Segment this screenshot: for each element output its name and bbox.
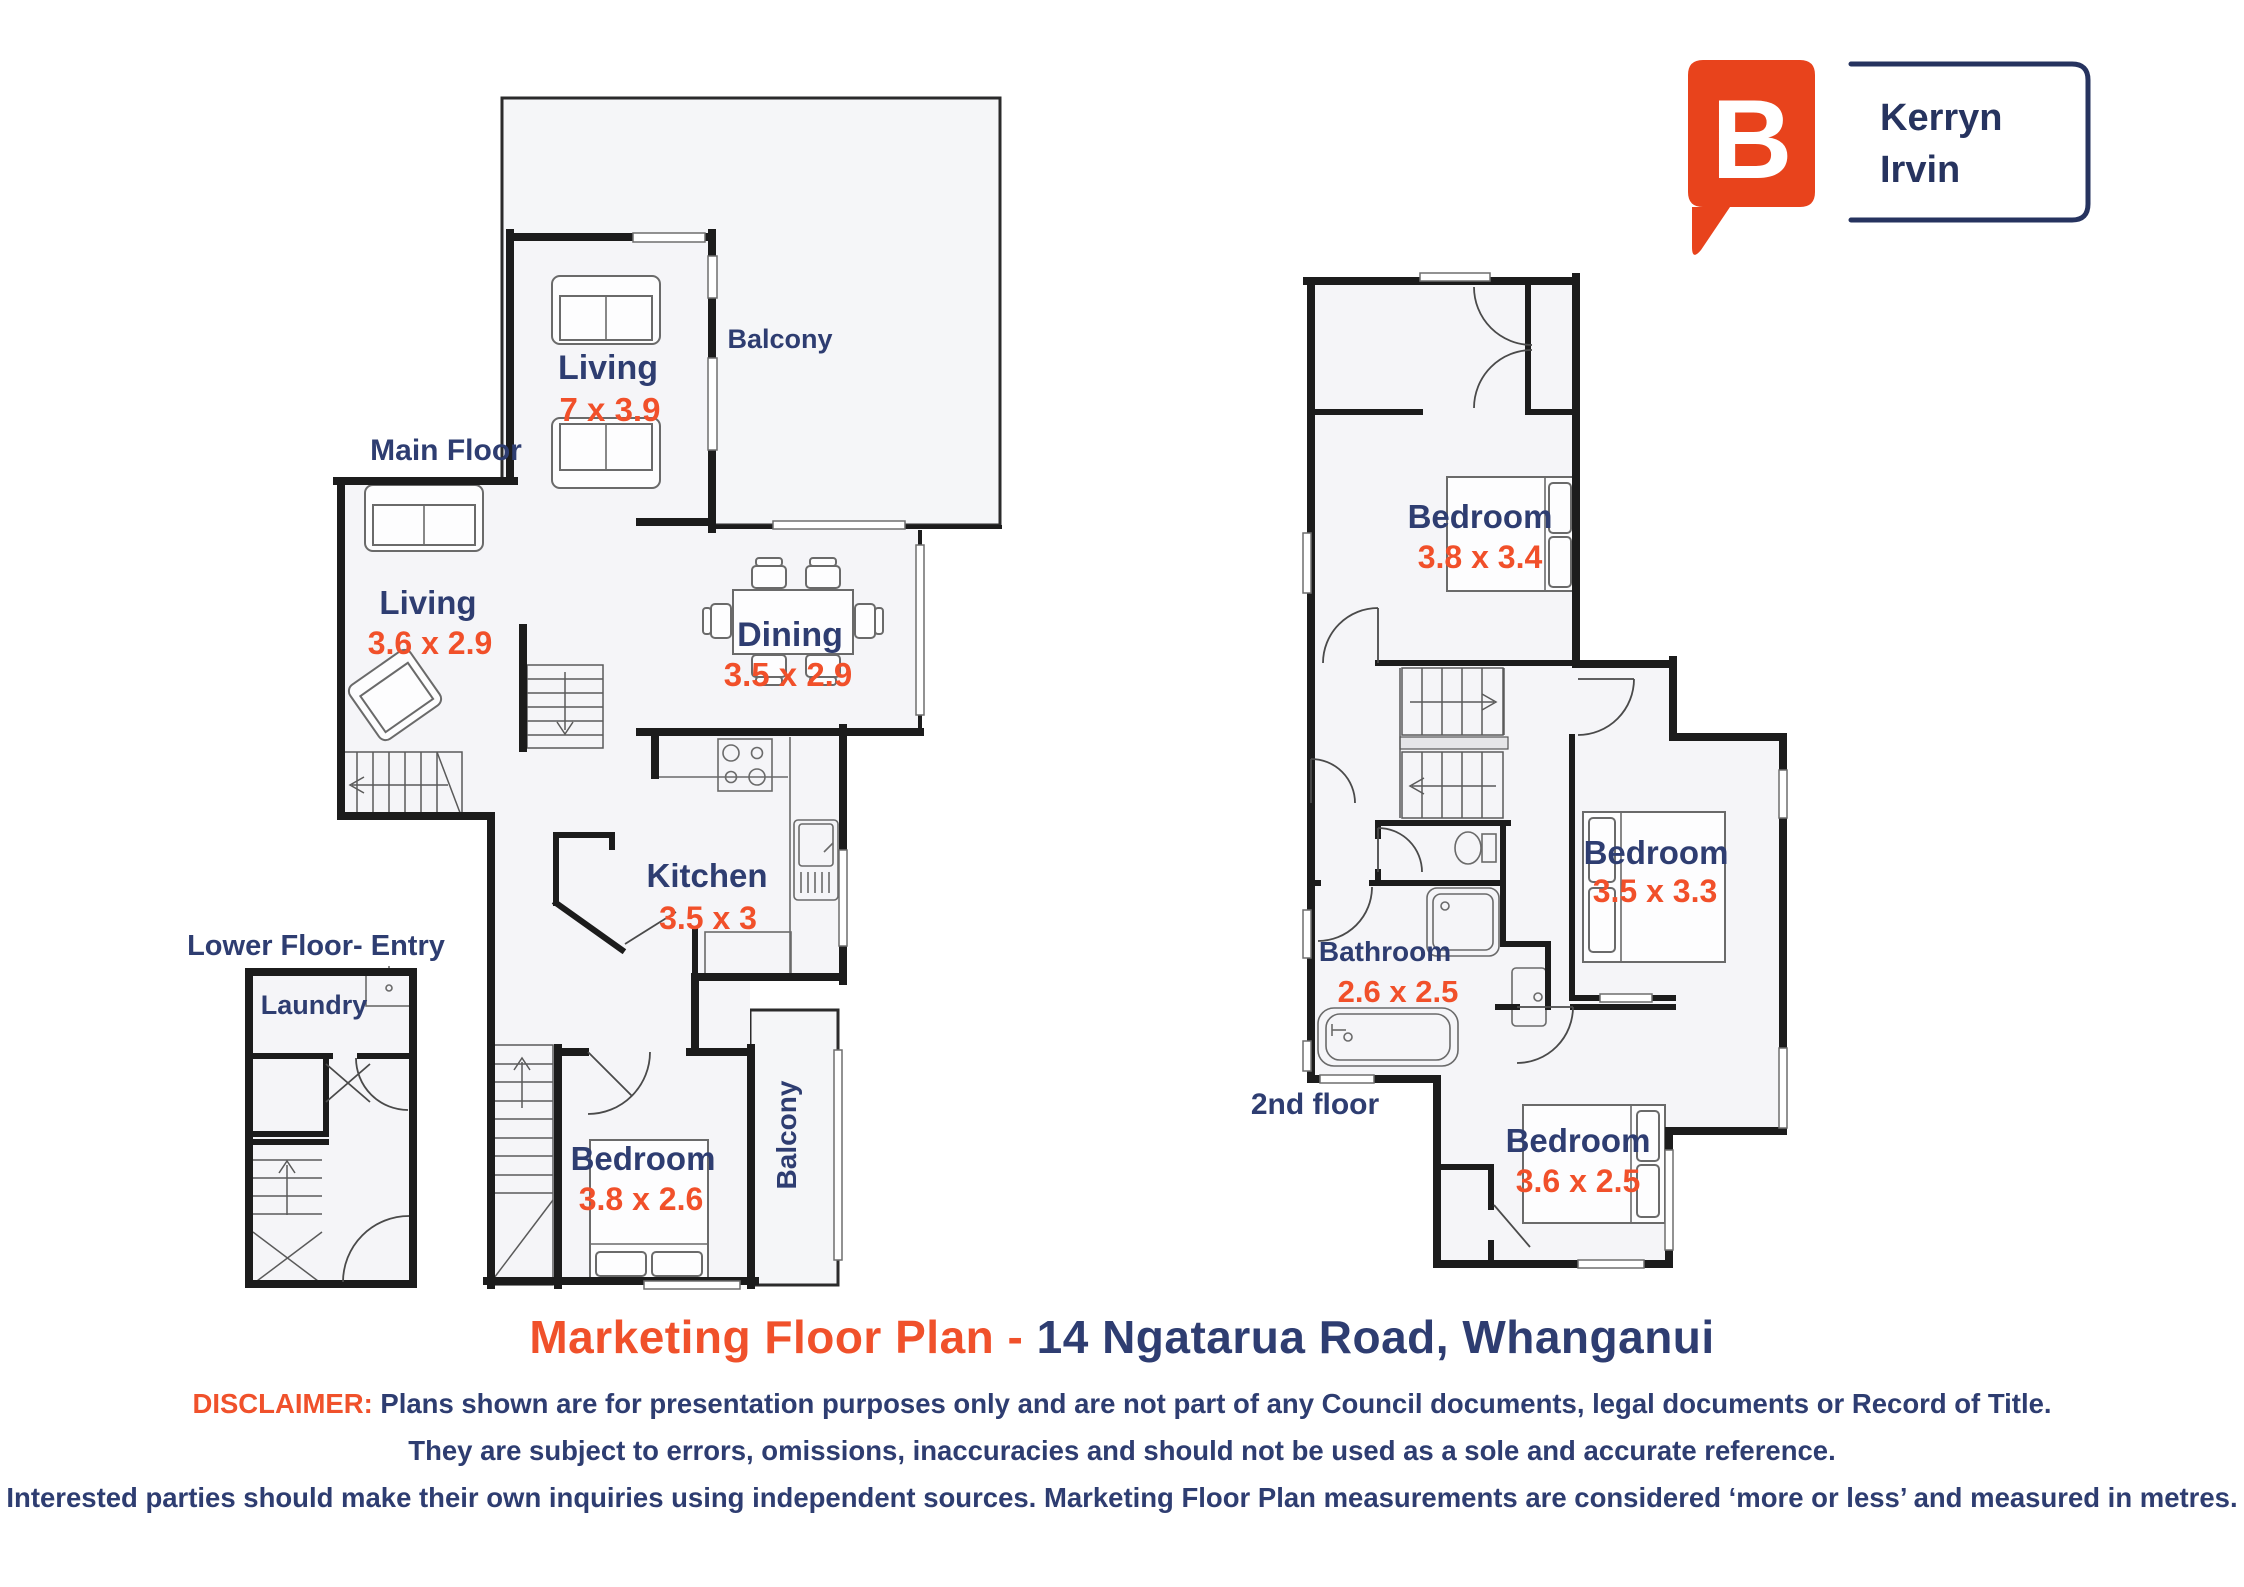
balcony-top-label: Balcony [727, 324, 833, 354]
bedroom3-dims: 3.6 x 2.5 [1515, 1163, 1641, 1199]
living-large-label: Living [557, 349, 659, 387]
bedroom2-label: Bedroom [1583, 834, 1729, 871]
bedroom1-label: Bedroom [1407, 498, 1553, 535]
disclaimer-label: DISCLAIMER: [192, 1388, 373, 1419]
dining-label: Dining [737, 616, 843, 654]
disclaimer-line-2: They are subject to errors, omissions, inaccuracies and should not be used as a sole and accurate reference. [408, 1435, 1836, 1466]
bathroom-label: Bathroom [1318, 936, 1452, 967]
bedroom2-dims: 3.5 x 3.3 [1592, 873, 1718, 909]
agent-name-line1: Kerryn [1880, 97, 2003, 139]
logo-letter: B [1711, 77, 1793, 202]
kitchen-dims: 3.5 x 3 [659, 900, 757, 936]
logo-name-box [1851, 64, 2088, 220]
main-bedroom-label: Bedroom [570, 1140, 716, 1177]
main-floor-title: Main Floor [370, 434, 522, 467]
brand-logo [1688, 60, 2088, 255]
second-floor-plan [1251, 273, 1787, 1268]
footer [0, 1310, 2244, 1529]
balcony-side-label: Balcony [771, 1080, 802, 1190]
agent-name-line2: Irvin [1880, 149, 1961, 191]
living-large-dims: 7 x 3.9 [559, 391, 661, 428]
page-title [0, 1310, 2244, 1364]
page-title-address: 14 Ngatarua Road, Whanganui [1036, 1311, 1715, 1363]
dining-dims: 3.5 x 2.9 [723, 656, 853, 693]
bedroom1-dims: 3.8 x 3.4 [1417, 539, 1543, 575]
disclaimer-text-1: Plans shown are for presentation purposes only and are not part of any Council documents, legal documents or Record of Title. [380, 1388, 2052, 1419]
page-title-prefix: Marketing Floor Plan - [529, 1311, 1024, 1363]
main-floor-plan [187, 98, 1000, 1289]
bedroom3-label: Bedroom [1505, 1122, 1651, 1159]
kitchen-label: Kitchen [646, 857, 768, 894]
bathroom-dims: 2.6 x 2.5 [1337, 974, 1459, 1009]
second-floor-title: 2nd floor [1250, 1088, 1380, 1121]
main-bedroom-dims: 3.8 x 2.6 [578, 1181, 704, 1217]
disclaimer-line-1 [0, 1388, 2244, 1420]
living-small-label: Living [379, 584, 477, 621]
living-small-dims: 3.6 x 2.9 [367, 625, 493, 661]
disclaimer-line-3: Interested parties should make their own inquiries using independent sources. Marketing Floor Plan measurements are considered ‘more or less’ and measured in metres. [6, 1482, 2238, 1513]
lower-floor-title: Lower Floor- Entry [187, 930, 445, 962]
laundry-label: Laundry [260, 990, 368, 1020]
